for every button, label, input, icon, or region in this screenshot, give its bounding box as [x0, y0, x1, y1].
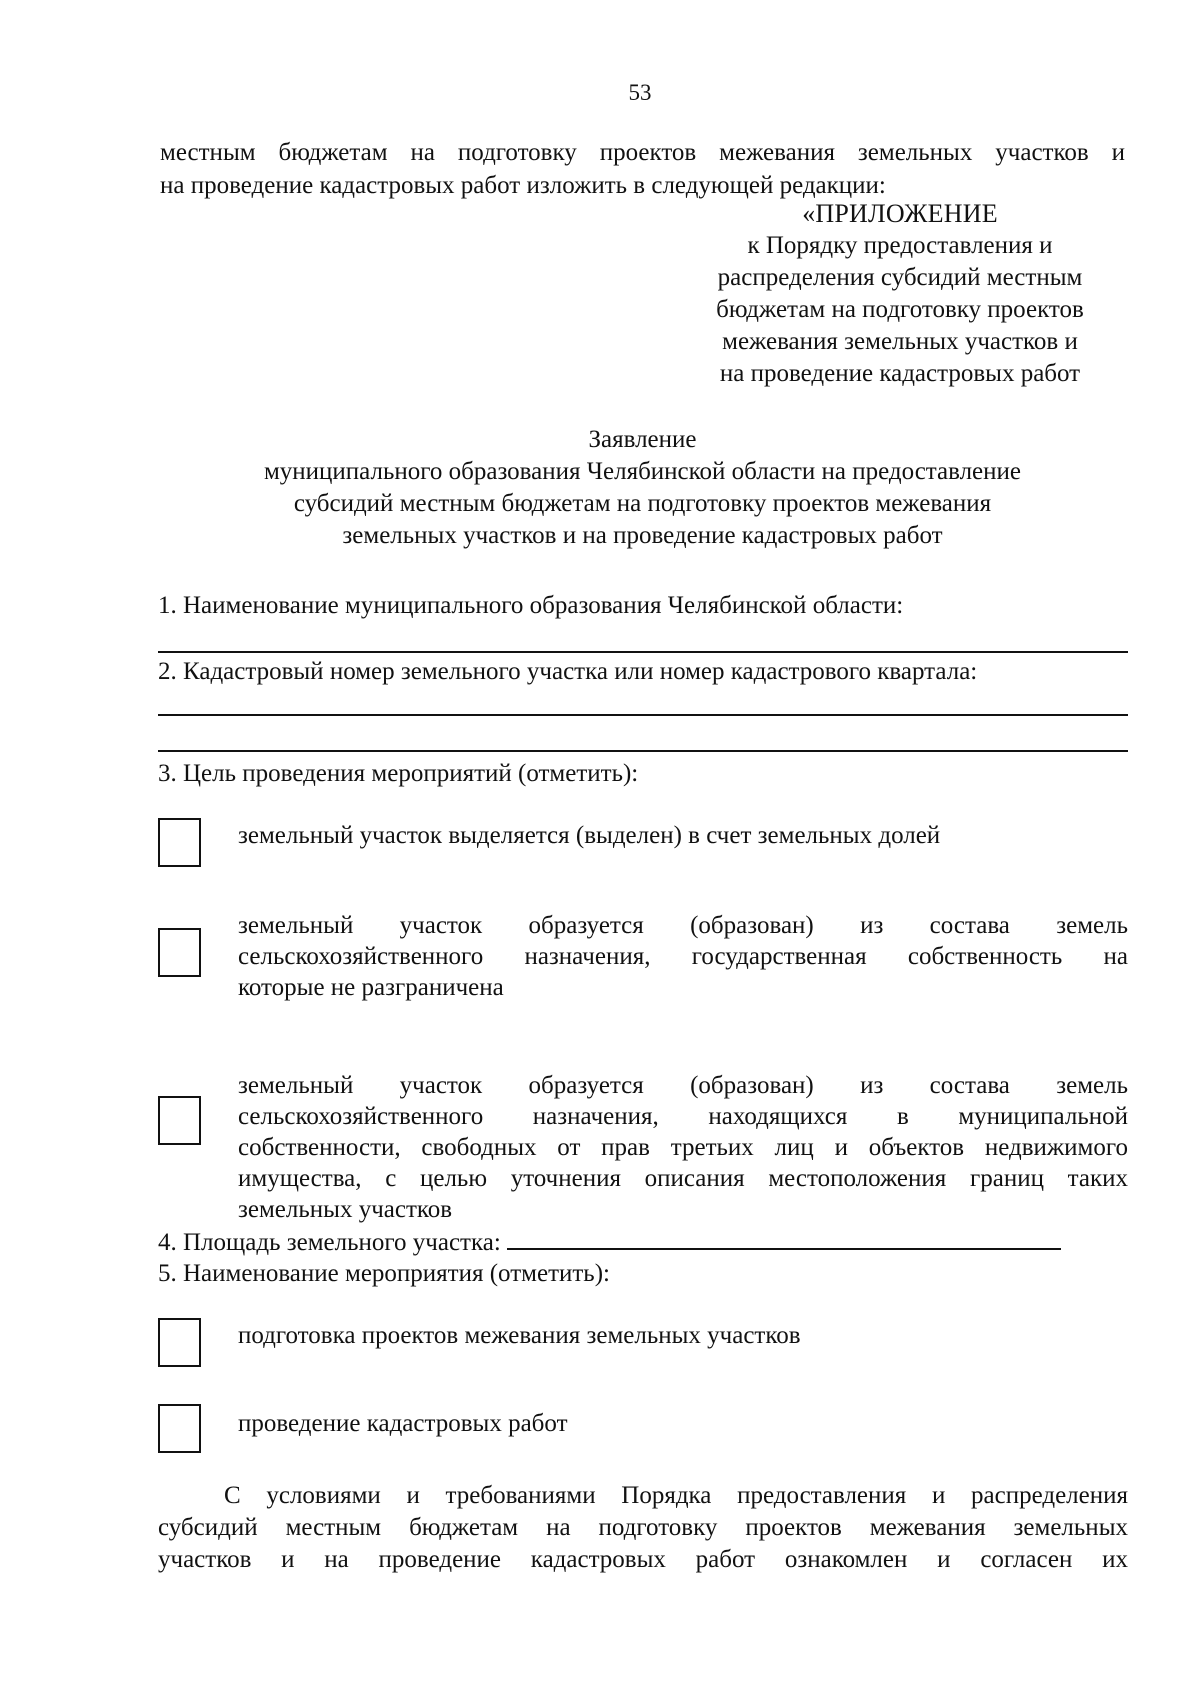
- event-checkbox-surveying-projects[interactable]: [158, 1318, 201, 1367]
- option-line: земельный участок выделяется (выделен) в счет земельных долей: [238, 822, 941, 849]
- item-1-label: 1. Наименование муниципального образования Челябинской области:: [158, 592, 904, 619]
- purpose-checkbox-land-shares[interactable]: [158, 818, 201, 867]
- option-line: собственности, свободных от прав третьих лиц и объектов недвижимого: [238, 1134, 1128, 1161]
- event-option-1-text: [238, 1320, 1128, 1351]
- statement-line: субсидий местным бюджетам на подготовку проектов межевания: [293, 490, 992, 517]
- closing-paragraph: [158, 1480, 1128, 1576]
- purpose-option-3-text: [238, 1070, 1128, 1225]
- option-line: имущества, с целью уточнения описания местоположения границ таких: [238, 1165, 1128, 1192]
- option-line: земельных участков: [238, 1196, 453, 1223]
- statement-heading: Заявление: [588, 426, 697, 453]
- intro-paragraph: [160, 136, 1125, 202]
- item-5-label: 5. Наименование мероприятия (отметить):: [158, 1260, 610, 1287]
- municipality-name-field[interactable]: [158, 651, 1128, 653]
- item-4-label: 4. Площадь земельного участка:: [158, 1229, 501, 1256]
- intro-line-2: на проведение кадастровых работ изложить в следующей редакции:: [160, 172, 886, 199]
- statement-line: муниципального образования Челябинской области на предоставление: [263, 458, 1022, 485]
- appendix-line: распределения субсидий местным: [717, 264, 1083, 291]
- item-2-label: 2. Кадастровый номер земельного участка или номер кадастрового квартала:: [158, 658, 978, 685]
- purpose-option-2-text: [238, 910, 1128, 1003]
- option-line: сельскохозяйственного назначения, находящихся в муниципальной: [238, 1103, 1128, 1130]
- appendix-title: «ПРИЛОЖЕНИЕ: [802, 199, 998, 228]
- page-number: 53: [628, 80, 652, 105]
- event-option-2-text: [238, 1408, 1128, 1439]
- closing-line: субсидий местным бюджетам на подготовку проектов межевания земельных: [158, 1514, 1128, 1541]
- cadastral-number-field-line-2[interactable]: [158, 750, 1128, 752]
- statement-title: [160, 424, 1125, 552]
- item-3-label: 3. Цель проведения мероприятий (отметить):: [158, 760, 639, 787]
- purpose-option-1-text: [238, 820, 1128, 851]
- appendix-line: межевания земельных участков и: [722, 328, 1078, 355]
- appendix-header: [680, 198, 1120, 390]
- purpose-checkbox-municipal-land[interactable]: [158, 1096, 201, 1145]
- intro-line-1: местным бюджетам на подготовку проектов межевания земельных участков и: [160, 139, 1125, 166]
- option-line: которые не разграничена: [238, 974, 504, 1001]
- option-line: земельный участок образуется (образован) из состава земель: [238, 1072, 1128, 1099]
- closing-line: С условиями и требованиями Порядка предоставления и распределения: [224, 1482, 1128, 1509]
- option-line: сельскохозяйственного назначения, государственная собственность на: [238, 943, 1128, 970]
- closing-line: участков и на проведение кадастровых работ ознакомлен и согласен их: [158, 1546, 1128, 1573]
- option-line: подготовка проектов межевания земельных участков: [238, 1322, 801, 1349]
- option-line: проведение кадастровых работ: [238, 1410, 568, 1437]
- statement-line: земельных участков и на проведение кадастровых работ: [342, 522, 943, 549]
- purpose-checkbox-state-land[interactable]: [158, 928, 201, 977]
- cadastral-number-field-line-1[interactable]: [158, 714, 1128, 716]
- land-area-field[interactable]: [507, 1224, 1061, 1250]
- appendix-line: бюджетам на подготовку проектов: [716, 296, 1084, 323]
- appendix-line: на проведение кадастровых работ: [719, 360, 1081, 387]
- item-4-row: [158, 1224, 1061, 1259]
- appendix-line: к Порядку предоставления и: [747, 232, 1053, 259]
- event-checkbox-cadastral-works[interactable]: [158, 1404, 201, 1453]
- option-line: земельный участок образуется (образован) из состава земель: [238, 912, 1128, 939]
